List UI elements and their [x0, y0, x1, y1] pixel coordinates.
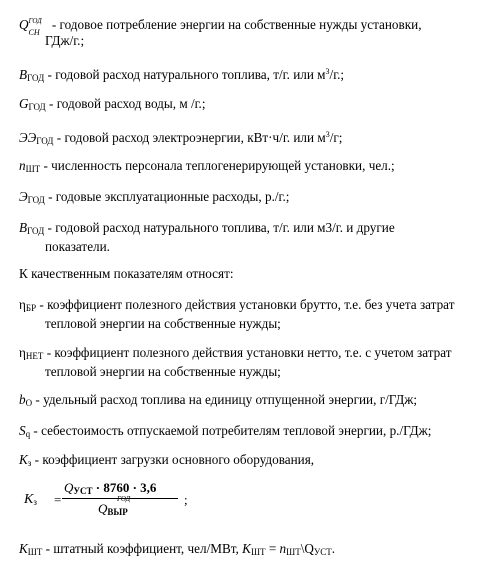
numerator-symbol: Q: [64, 480, 74, 495]
definition-text: - годовой расход натурального топлива, т/г. или м3/г. и другие: [44, 220, 395, 235]
symbol: S: [19, 423, 26, 438]
period-text: .: [331, 541, 336, 556]
continuation-text: ГДж/г.;: [45, 33, 85, 48]
superscript: ГОД: [28, 16, 42, 25]
definition-eta-net: [19, 345, 484, 380]
definition-text: - годовой расход воды, м /г.;: [45, 96, 206, 111]
definition-k-sht: [19, 541, 335, 560]
subscript-3: ШТ: [286, 547, 301, 557]
denominator-superscript: ГОД: [117, 495, 131, 503]
equals-text: =: [265, 541, 280, 556]
continuation-text: тепловой энергии на собственные нужды;: [45, 316, 281, 331]
numerator-rest: · 8760 · 3,6: [92, 480, 157, 495]
subscript: НЕТ: [25, 351, 44, 361]
definition-ee-god: [19, 127, 342, 149]
symbol: η: [19, 345, 26, 360]
symbol: Э: [19, 189, 28, 204]
symbol: B: [19, 67, 28, 82]
divide-text: \Q: [300, 541, 314, 556]
formula-lhs: [24, 492, 37, 508]
symbol: K: [19, 452, 28, 467]
symbol: B: [19, 220, 28, 235]
formula-lhs-subscript: з: [33, 497, 37, 507]
definition-text: - коэффициент загрузки основного оборудования,: [31, 452, 315, 467]
subscript: ШТ: [27, 547, 43, 557]
definition-text: - удельный расход топлива на единицу отпущенной энергии, г/ГДж;: [32, 392, 418, 407]
denominator-subscript: ВЫР: [107, 507, 128, 517]
subscript: ГОД: [27, 195, 45, 205]
subscript: ШТ: [25, 164, 41, 174]
definition-b-o: [19, 392, 417, 411]
definition-text: - численность персонала теплогенерирующей установки, чел.;: [40, 158, 395, 173]
definition-text: - штатный коэффициент, чел/МВт,: [42, 541, 243, 556]
symbol: G: [19, 96, 29, 111]
subscript: ГОД: [27, 73, 45, 83]
definition-text: - себестоимость отпускаемой потребителям тепловой энергии, р./ГДж;: [30, 423, 432, 438]
subscript: О: [25, 398, 33, 408]
symbol: b: [19, 392, 26, 407]
definition-b-god: [19, 64, 344, 86]
heading-text: К качественным показателям относят:: [19, 266, 234, 281]
subscript: ГОД: [27, 226, 45, 236]
continuation-text: тепловой энергии на собственные нужды;: [45, 364, 281, 379]
equals-sign: =: [54, 492, 62, 507]
definition-tail: /г;: [329, 130, 343, 145]
definition-q-sn: [19, 17, 484, 49]
formula-numerator: [64, 480, 156, 496]
definition-tail: /г.;: [329, 67, 345, 82]
load-factor-formula: [24, 480, 244, 520]
subscript: з: [27, 458, 32, 468]
symbol: Q: [19, 17, 29, 32]
definition-text: - коэффициент полезного действия установки брутто, т.е. без учета затрат: [36, 297, 455, 312]
definition-s-q: [19, 423, 431, 442]
symbol: n: [19, 158, 26, 173]
denominator-symbol: Q: [98, 501, 108, 516]
definition-k-z: [19, 452, 314, 471]
subscript: СН: [28, 27, 40, 37]
symbol: K: [19, 541, 28, 556]
subscript: ГОД: [36, 136, 54, 146]
continuation-text: показатели.: [45, 239, 110, 254]
definition-text: - годовой расход натурального топлива, т/г. или м: [44, 67, 326, 82]
formula-lhs-symbol: K: [24, 492, 34, 507]
subscript-2: ШТ: [250, 547, 266, 557]
subscript: q: [25, 429, 31, 439]
definition-text: - годовые эксплуатационные расходы, р./г.;: [44, 189, 290, 204]
definition-text: - годовое потребление энергии на собственные нужды установки,: [48, 17, 422, 32]
definition-g-god: [19, 96, 206, 115]
superscript: 3: [325, 130, 330, 139]
definition-e-god: [19, 189, 289, 208]
formula-denominator: [98, 495, 131, 517]
symbol: ЭЭ: [19, 130, 37, 145]
quality-indicators-heading: [19, 266, 234, 282]
numerator-subscript: УСТ: [73, 486, 93, 496]
definition-b-god-2: [19, 220, 484, 255]
definition-n-sht: [19, 158, 395, 177]
symbol: η: [19, 297, 26, 312]
sup-sub: [28, 16, 49, 37]
superscript: 3: [325, 67, 330, 76]
semicolon: ;: [184, 492, 188, 507]
definition-text: - коэффициент полезного действия установки нетто, т.е. с учетом затрат: [43, 345, 452, 360]
symbol-3: n: [279, 541, 287, 556]
subscript: ГОД: [28, 102, 46, 112]
subscript: БР: [25, 303, 37, 313]
definition-eta-br: [19, 297, 484, 332]
symbol-2: K: [242, 541, 251, 556]
subscript-4: УСТ: [313, 547, 332, 557]
definition-text: - годовой расход электроэнергии, кВт·ч/г. или м: [53, 130, 326, 145]
